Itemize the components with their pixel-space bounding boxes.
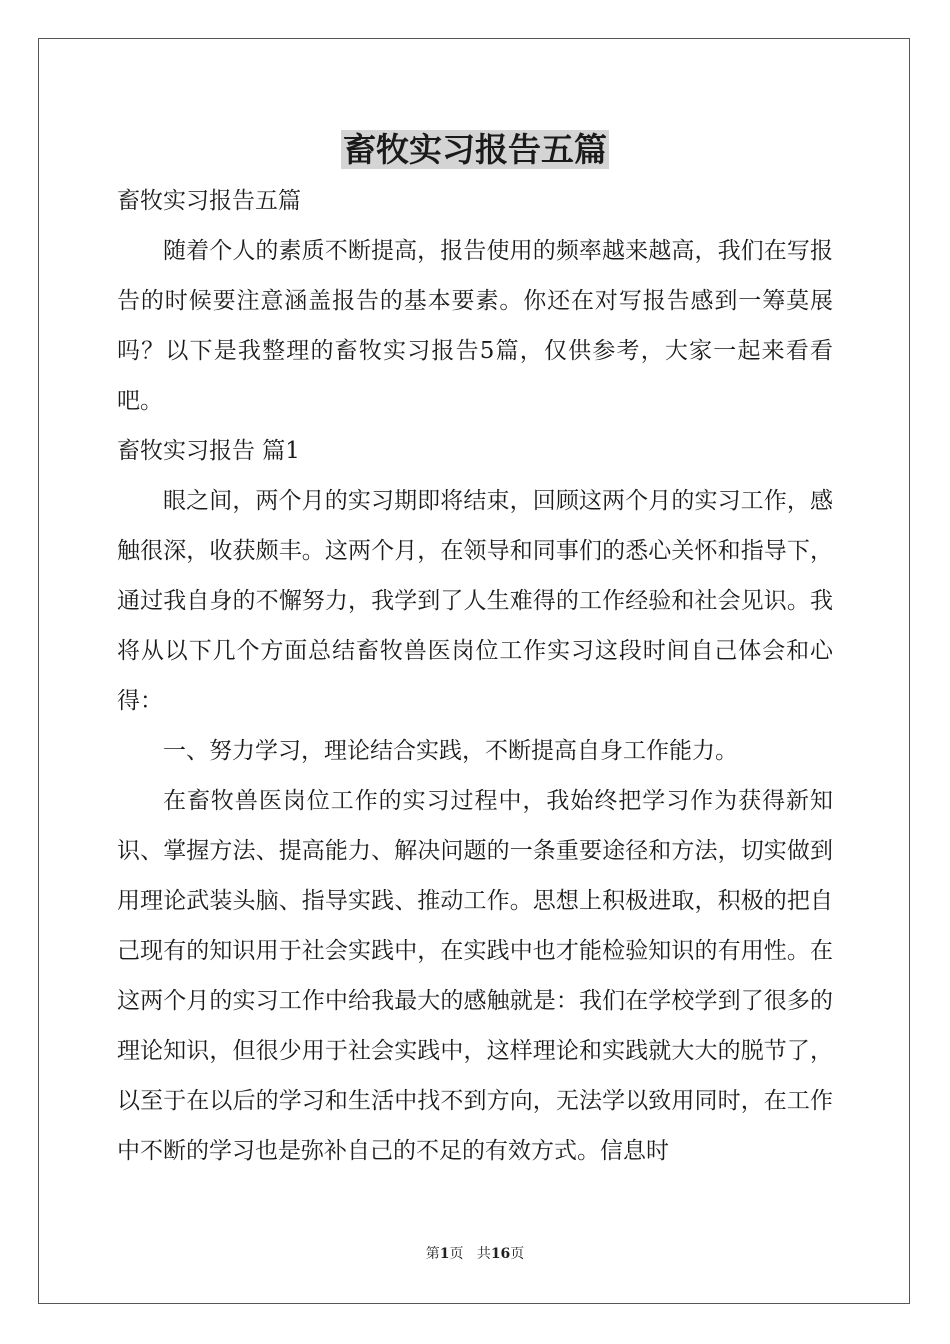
document-body (117, 176, 833, 1176)
footer-page-number: 1 (439, 1246, 450, 1262)
page-footer (0, 1244, 950, 1264)
footer-total-prefix: 共 (476, 1246, 491, 1262)
body-paragraph-3: 在畜牧兽医岗位工作的实习过程中，我始终把学习作为获得新知识、掌握方法、提高能力、解决问题的一条重要途径和方法，切实做到用理论武装头脑、指导实践、推动工作。思想上积极进取，积极的把自己现有的知识用于社会实践中，在实践中也才能检验知识的有用性。在这两个月的实习工作中给我最大的感触就是：我们在学校学到了很多的理论知识，但很少用于社会实践中，这样理论和实践就大大的脱节了，以至于在以后的学习和生活中找不到方向，无法学以致用同时，在工作中不断的学习也是弥补自己的不足的有效方式。信息时 (117, 788, 833, 1164)
section-heading: 畜牧实习报告 篇1 (117, 438, 300, 464)
document-title (0, 126, 950, 174)
footer-total-suffix: 页 (510, 1246, 525, 1262)
footer-prefix: 第 (425, 1246, 440, 1262)
body-paragraph-1: 眼之间，两个月的实习期即将结束，回顾这两个月的实习工作，感触很深，收获颇丰。这两个月，在领导和同事们的悉心关怀和指导下，通过我自身的不懈努力，我学到了人生难得的工作经验和社会见识。我将从以下几个方面总结畜牧兽医岗位工作实习这段时间自己体会和心得： (117, 488, 833, 714)
body-paragraph-2: 一、努力学习，理论结合实践，不断提高自身工作能力。 (163, 738, 738, 764)
footer-total-pages: 16 (490, 1246, 511, 1262)
subtitle-line: 畜牧实习报告五篇 (117, 188, 301, 214)
intro-paragraph: 随着个人的素质不断提高，报告使用的频率越来越高，我们在写报告的时候要注意涵盖报告的基本要素。你还在对写报告感到一筹莫展吗？以下是我整理的畜牧实习报告5篇，仅供参考，大家一起来看看吧。 (117, 238, 833, 414)
footer-page-suffix: 页 (449, 1246, 464, 1262)
title-text: 畜牧实习报告五篇 (343, 130, 607, 169)
